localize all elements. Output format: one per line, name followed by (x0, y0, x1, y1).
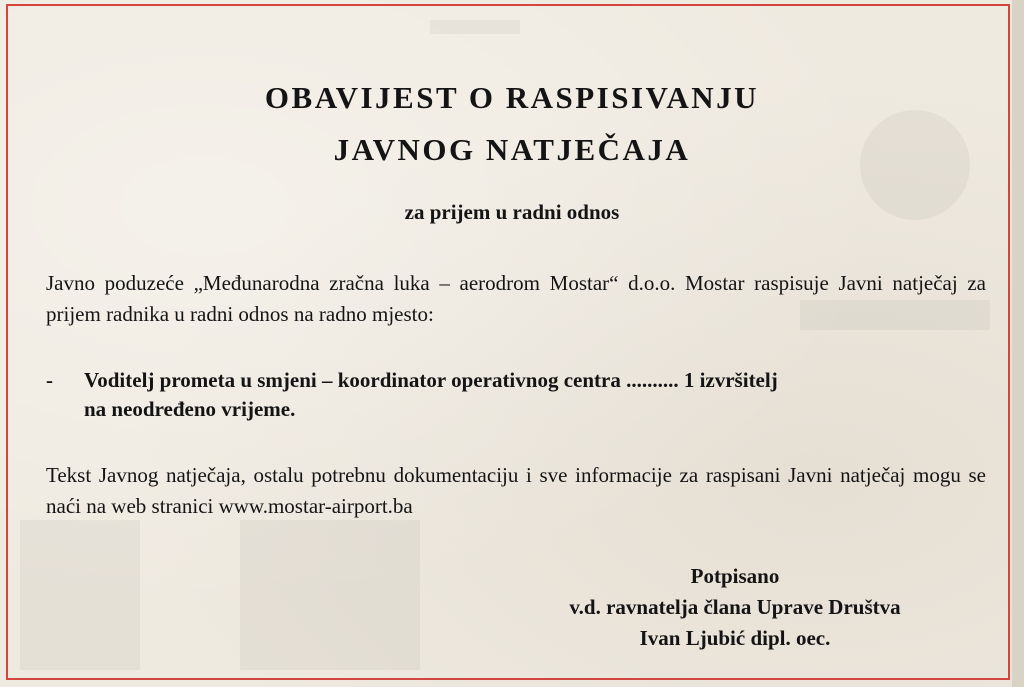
signature-role: v.d. ravnatelja člana Uprave Društva (569, 595, 901, 619)
notice-subtitle: za prijem u radni odnos (404, 200, 620, 224)
signature-name: Ivan Ljubić dipl. oec. (639, 626, 831, 650)
notice-title-line1: OBAVIJEST O RASPISIVANJU (264, 80, 760, 115)
job-position-line1: Voditelj prometa u smjeni – koordinator operativnog centra .......... 1 izvršitelj (84, 368, 778, 392)
info-paragraph: Tekst Javnog natječaja, ostalu potrebnu dokumentaciju i sve informacije za raspisani Javni natječaj mogu se naći na web stranici www.mostar-airport.ba (46, 463, 986, 518)
intro-paragraph: Javno poduzeće „Međunarodna zračna luka – aerodrom Mostar“ d.o.o. Mostar raspisuje Javni natječaj za prijem radnika u radni odnos na radno mjesto: (46, 271, 986, 326)
job-position-text (84, 366, 996, 424)
notice-title-line2: JAVNOG NATJEČAJA (333, 132, 691, 167)
job-position (46, 366, 996, 424)
job-position-line2: na neodređeno vrijeme. (84, 397, 296, 421)
signature-label: Potpisano (690, 564, 780, 588)
bullet-dash: - (46, 368, 53, 392)
